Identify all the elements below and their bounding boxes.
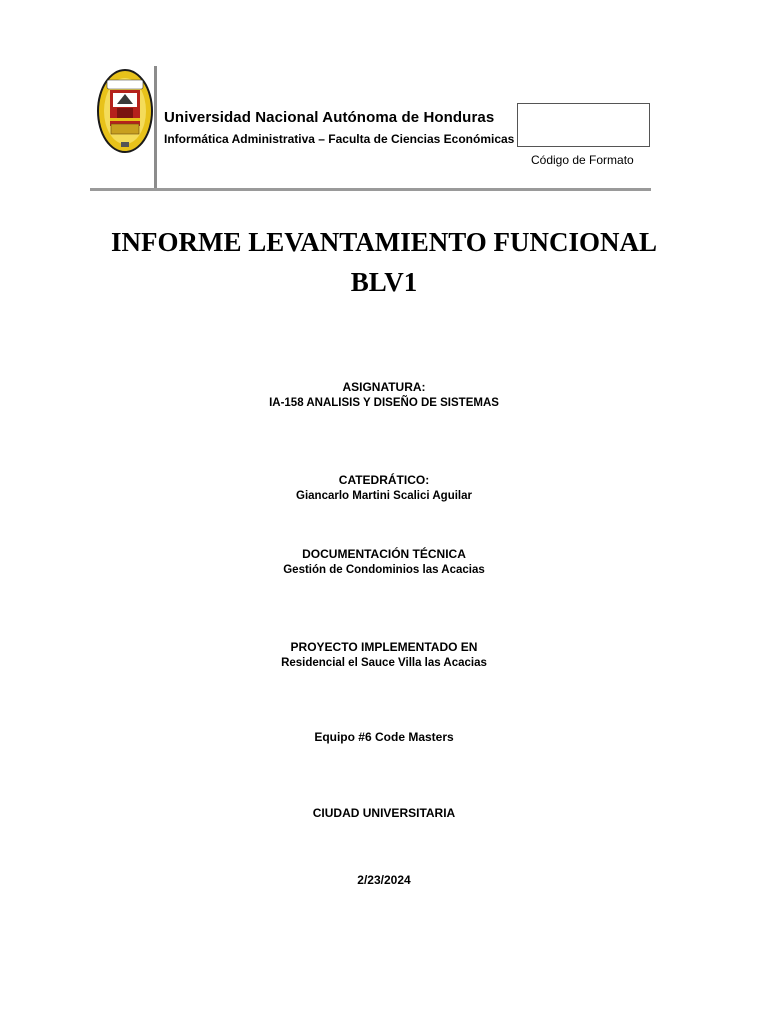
document-title-line2: BLV1 [350, 267, 418, 297]
university-name: Universidad Nacional Autónoma de Honduras [164, 109, 495, 126]
team-section [0, 729, 768, 745]
university-seal-icon [96, 68, 154, 154]
date-label: 2/23/2024 [357, 873, 411, 887]
project-value: Residencial el Sauce Villa las Acacias [281, 657, 487, 669]
format-code-label: Código de Formato [531, 153, 634, 167]
subject-section [0, 379, 768, 411]
professor-section [0, 472, 768, 504]
city-section [0, 805, 768, 821]
documentation-value: Gestión de Condominios las Acacias [283, 564, 485, 576]
city-label: CIUDAD UNIVERSITARIA [312, 806, 456, 820]
documentation-label: DOCUMENTACIÓN TÉCNICA [302, 547, 466, 561]
professor-label: CATEDRÁTICO: [338, 473, 430, 487]
team-label: Equipo #6 Code Masters [314, 730, 454, 744]
header-horizontal-rule [90, 188, 651, 191]
document-title-line1: INFORME LEVANTAMIENTO FUNCIONAL [110, 227, 658, 257]
faculty-subtitle: Informática Administrativa – Faculta de Ciencias Económicas [164, 132, 515, 146]
project-section [0, 639, 768, 671]
documentation-section [0, 546, 768, 578]
subject-value: IA-158 ANALISIS Y DISEÑO DE SISTEMAS [269, 397, 499, 409]
project-label: PROYECTO IMPLEMENTADO EN [290, 640, 478, 654]
format-code-box [517, 103, 650, 147]
subject-label: ASIGNATURA: [342, 380, 426, 394]
date-section [0, 872, 768, 888]
header-vertical-rule [154, 66, 157, 190]
professor-value: Giancarlo Martini Scalici Aguilar [296, 490, 472, 502]
